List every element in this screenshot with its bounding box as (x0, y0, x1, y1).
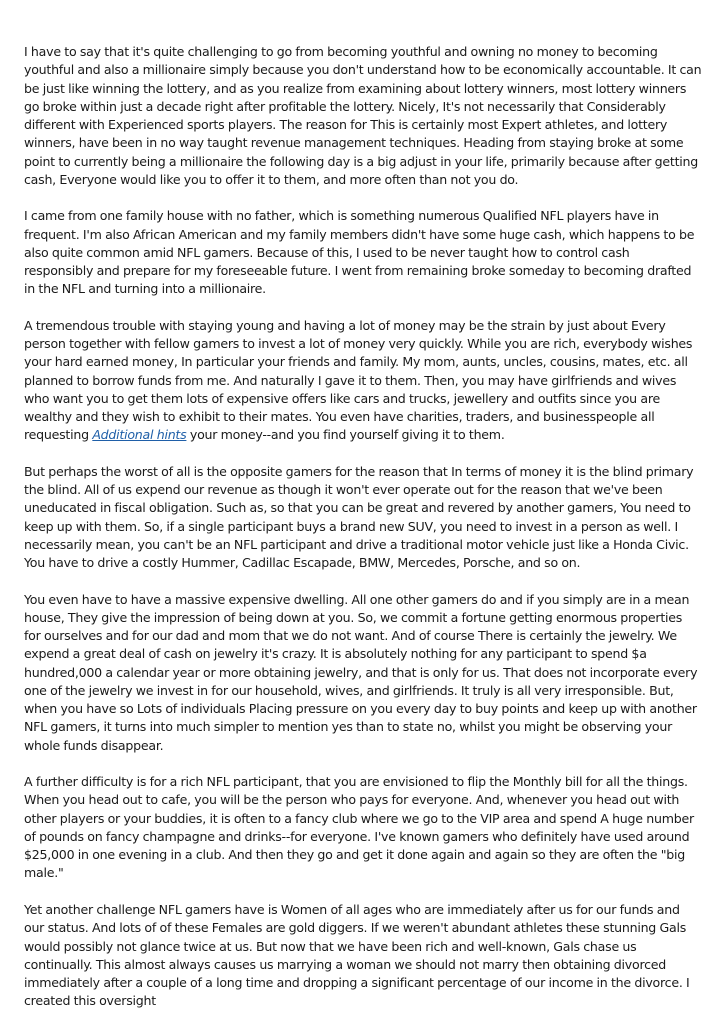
paragraph-3 (24, 317, 702, 445)
paragraph-1: I have to say that it's quite challenging to go from becoming youthful and owning no money to becoming youthful and also a millionaire simply because you don't understand how to be economically accountable. It can be just like winning the lottery, and as you realize from examining about lottery winners, most lottery winners go broke within just a decade right after profitable the lottery. Nicely, It's not necessarily that Considerably different with Experienced sports players. The reason for This is certainly most Expert athletes, and lottery winners, have been in no way taught revenue management techniques. Heading from staying broke at some point to currently being a millionaire the following day is a big adjust in your life, primarily because after getting cash, Everyone would like you to offer it to them, and more often than not you do. (24, 44, 702, 187)
paragraph-2: I came from one family house with no father, which is something numerous Qualified NFL players have in frequent. I'm also African American and my family members didn't have some huge cash, which happens to be also quite common amid NFL gamers. Because of this, I used to be never taught how to control cash responsibly and prepare for my foreseeable future. I went from remaining broke someday to becoming drafted in the NFL and turning into a millionaire. (24, 208, 695, 297)
paragraph-7: Yet another challenge NFL gamers have is Women of all ages who are immediately after us for our funds and our status. And lots of of these Females are gold diggers. If we weren't abundant athletes these stunning Gals would possibly not glance twice at us. But now that we have been rich and well-known, Gals chase us continually. This almost always causes us marrying a woman we should not marry then obtaining divorced immediately after a couple of a long time and dropping a significant percentage of our income in the divorce. I created this oversight (24, 902, 690, 1009)
paragraph-6: A further difficulty is for a rich NFL participant, that you are envisioned to flip the Monthly bill for all the things. When you head out to cafe, you will be the person who pays for everyone. And, whenever you head out with other players or your buddies, it is often to a fancy club where we go to the VIP area and spend A huge number of pounds on fancy champagne and drinks--for everyone. I've known gamers who definitely have used around $25,000 in one evening in a club. And then they go and get it done again and again so they are often the "big male." (24, 774, 694, 881)
paragraph-3-text-before: A tremendous trouble with staying young and having a lot of money may be the strain by just about Every person together with fellow gamers to invest a lot of money very quickly. While you are rich, everybody wishes your hard earned money, In particular your friends and family. My mom, aunts, uncles, cousins, mates, etc. all planned to borrow funds from me. And naturally I gave it to them. Then, you may have girlfriends and wives who want you to get them lots of expensive offers like cars and trucks, jewellery and outfits since you are wealthy and they wish to exhibit to their mates. You even have charities, traders, and businesspeople all requesting (24, 317, 693, 443)
paragraph-3-text-after: your money--and you find yourself giving it to them. (186, 427, 505, 443)
additional-hints-link[interactable]: Additional hints (92, 427, 187, 443)
article-body (24, 43, 702, 1029)
paragraph-4: But perhaps the worst of all is the opposite gamers for the reason that In terms of money it is the blind primary the blind. All of us expend our revenue as though it won't ever operate out for the reason that we've been uneducated in fiscal obligation. Such as, so that you can be great and revered by another gamers, You need to keep up with them. So, if a single participant buys a brand new SUV, you need to invest in a person as well. I necessarily mean, you can't be an NFL participant and drive a traditional motor vehicle just like a Honda Civic. You have to drive a costly Hummer, Cadillac Escapade, BMW, Mercedes, Porsche, and so on. (24, 463, 694, 571)
paragraph-5: You even have to have a massive expensive dwelling. All one other gamers do and if you simply are in a mean house, They give the impression of being down at you. So, we commit a fortune getting enormous properties for ourselves and for our dad and mom that we do not want. And of course There is certainly the jewelry. We expend a great deal of cash on jewelry it's crazy. It is absolutely nothing for any participant to spend $a hundred,000 a calendar year or more obtaining jewelry, and that is only for us. That does not incorporate every one of the jewelry we invest in for our household, wives, and girlfriends. It truly is all very irresponsible. But, when you have so Lots of individuals Placing pressure on you every day to buy points and keep up with another NFL gamers, it turns into much simpler to mention yes than to state no, whilst you might be observing your whole funds disappear. (24, 591, 698, 753)
